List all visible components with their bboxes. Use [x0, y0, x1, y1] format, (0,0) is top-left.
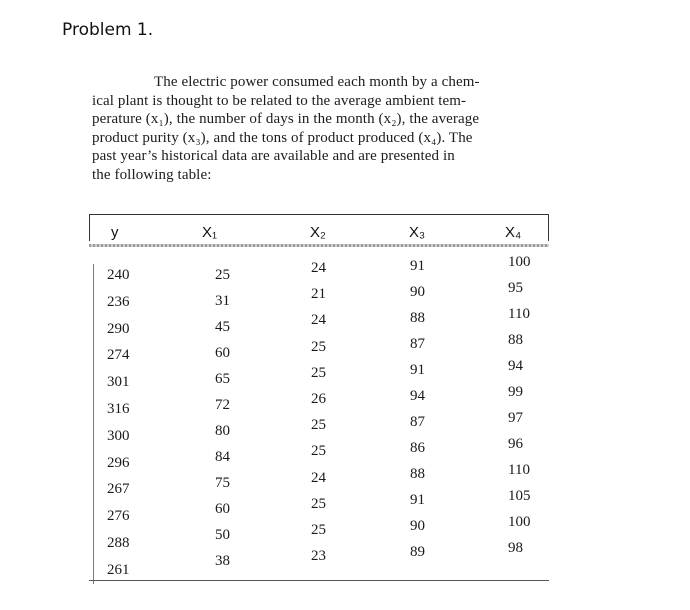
cell-x4: 94: [508, 358, 523, 374]
cell-x1: 75: [215, 475, 230, 491]
cell-x4: 98: [508, 540, 523, 556]
cell-x2: 25: [311, 364, 326, 381]
cell-x3: 86: [410, 440, 425, 456]
cell-x2: 25: [311, 417, 326, 434]
table-bottom-rule: [89, 580, 549, 581]
cell-x3: 89: [410, 544, 425, 560]
data-table: [89, 214, 549, 586]
cell-y: 301: [107, 374, 130, 391]
statement-line: perature (x₁), the number of days in the month (x₂), the average: [92, 111, 480, 128]
cell-x1: 50: [215, 527, 230, 543]
cell-y: 240: [107, 267, 130, 283]
cell-x3: 91: [410, 258, 425, 274]
cell-x1: 72: [215, 397, 230, 413]
cell-x2: 24: [311, 312, 326, 329]
cell-x2: 25: [311, 522, 326, 538]
cell-x4: 88: [508, 332, 523, 348]
cell-y: 296: [107, 454, 130, 471]
cell-x4: 97: [508, 410, 523, 426]
cell-x3: 87: [410, 414, 425, 430]
cell-x2: 24: [311, 260, 326, 276]
cell-x2: 21: [311, 286, 326, 303]
cell-y: 288: [107, 535, 130, 551]
cell-x1: 84: [215, 449, 230, 465]
header-x3: X₃: [409, 224, 426, 241]
cell-x3: 90: [410, 518, 425, 534]
cell-y: 274: [107, 347, 130, 364]
cell-x1: 65: [215, 371, 230, 387]
statement-line: the following table:: [92, 166, 212, 183]
cell-x4: 100: [508, 514, 531, 530]
statement-line: product purity (x₃), and the tons of product produced (x₄). The: [92, 129, 473, 146]
cell-x1: 60: [215, 501, 230, 517]
cell-y: 316: [107, 401, 130, 417]
cell-x1: 25: [215, 267, 230, 283]
cell-y: 261: [107, 561, 130, 578]
header-x1: X₁: [202, 224, 218, 241]
cell-x2: 25: [311, 495, 326, 512]
cell-x2: 23: [311, 548, 326, 565]
header-x4: X₄: [505, 224, 522, 241]
header-y: y: [111, 224, 119, 241]
cell-x4: 96: [508, 436, 523, 452]
statement-line: The electric power consumed each month by a chem-: [154, 74, 480, 90]
cell-x4: 105: [508, 488, 531, 504]
cell-x3: 88: [410, 310, 425, 326]
statement-line: ical plant is thought to be related to the average ambient tem-: [92, 92, 467, 109]
cell-x4: 95: [508, 280, 523, 296]
cell-y: 300: [107, 427, 130, 444]
statement-line: past year’s historical data are available and are presented in: [92, 148, 455, 165]
cell-x4: 110: [508, 306, 530, 322]
cell-x2: 26: [311, 391, 326, 407]
cell-x4: 100: [508, 254, 531, 270]
cell-x2: 25: [311, 338, 326, 355]
cell-x3: 91: [410, 362, 425, 378]
cell-x3: 88: [410, 466, 425, 482]
cell-x1: 38: [215, 553, 230, 569]
cell-x1: 45: [215, 319, 230, 335]
cell-x3: 91: [410, 492, 425, 508]
cell-y: 236: [107, 293, 130, 310]
cell-x1: 80: [215, 423, 230, 439]
table-left-rule: [93, 264, 94, 584]
cell-x2: 24: [311, 469, 326, 486]
cell-y: 290: [107, 320, 130, 337]
cell-x3: 94: [410, 388, 425, 404]
problem-statement: [92, 73, 550, 185]
cell-x1: 60: [215, 345, 230, 361]
cell-y: 267: [107, 481, 130, 498]
cell-x4: 99: [508, 384, 523, 400]
header-x2: X₂: [310, 224, 326, 241]
problem-title: Problem 1.: [62, 20, 154, 40]
cell-x3: 90: [410, 284, 425, 300]
cell-x4: 110: [508, 462, 530, 478]
cell-y: 276: [107, 508, 130, 525]
cell-x3: 87: [410, 336, 425, 352]
cell-x1: 31: [215, 293, 230, 309]
cell-x2: 25: [311, 443, 326, 460]
table-header-underline: [89, 244, 549, 247]
